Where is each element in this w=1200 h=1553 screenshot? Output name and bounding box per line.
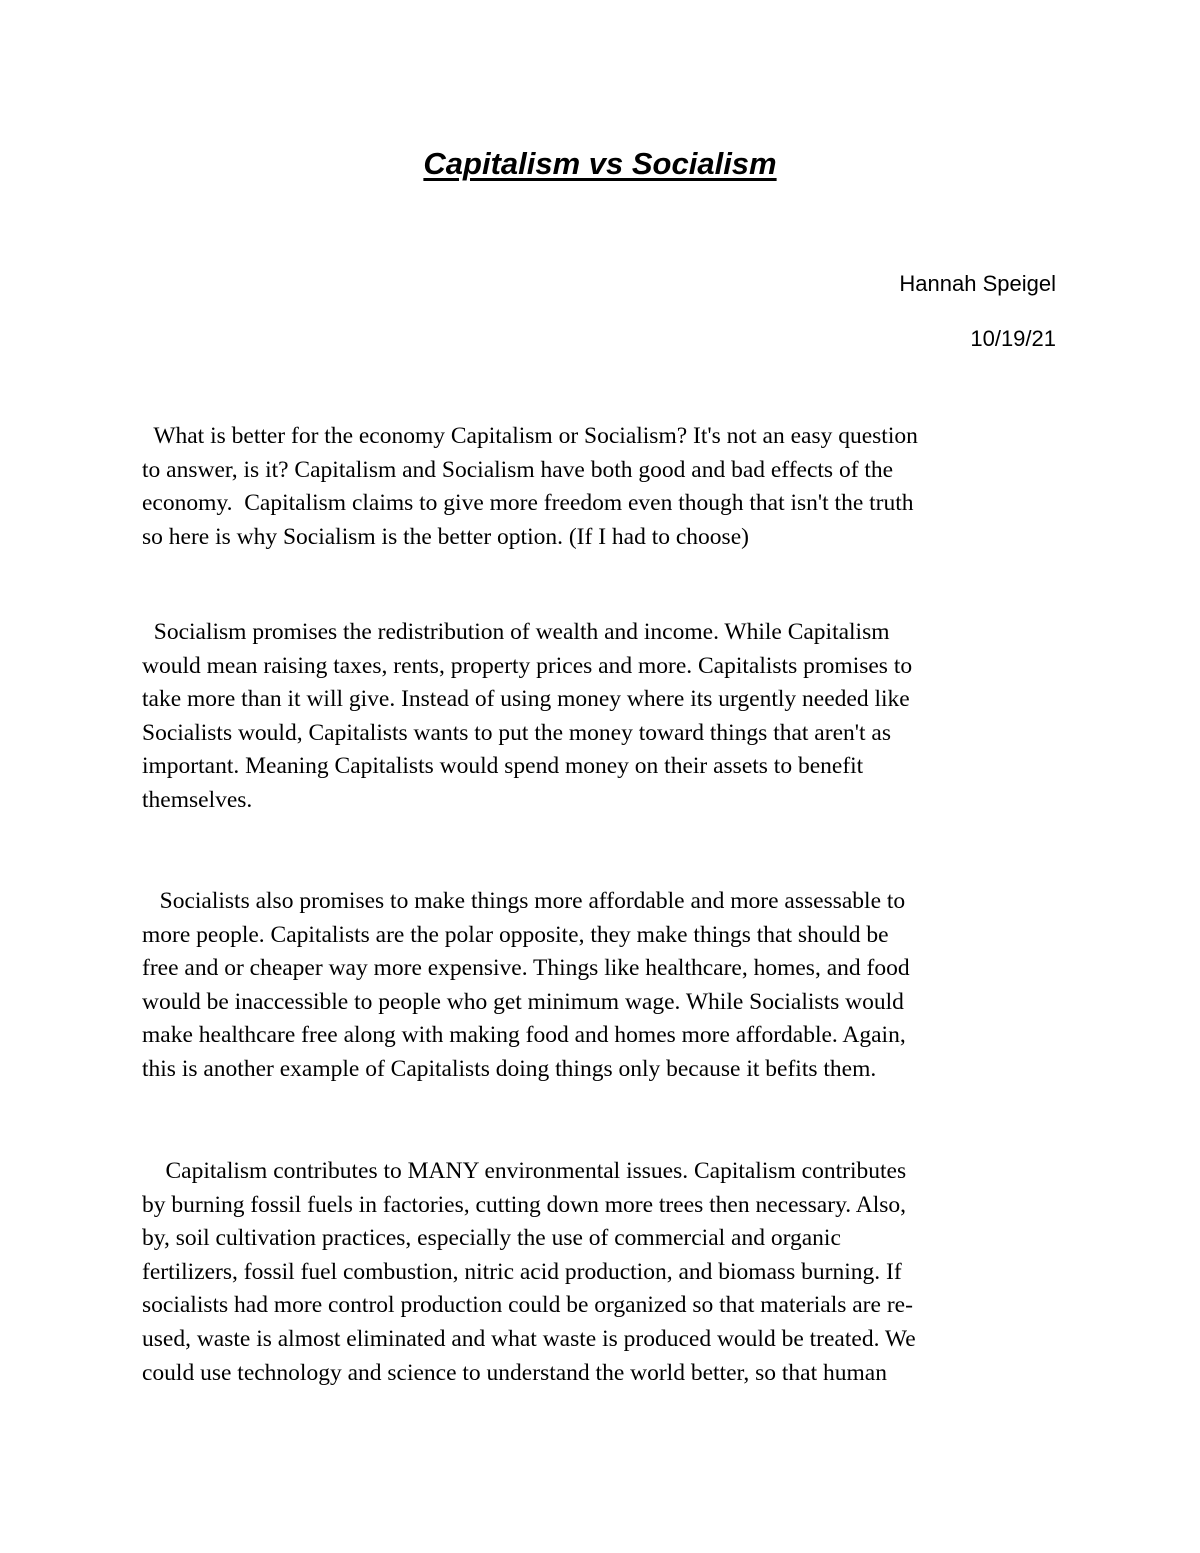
- author-name: Hannah Speigel: [899, 271, 1056, 296]
- paragraph-line: themselves.: [142, 786, 253, 813]
- paragraph-line: this is another example of Capitalists doing things only because it befits them.: [142, 1055, 877, 1082]
- paragraph-line: by burning fossil fuels in factories, cutting down more trees then necessary. Also,: [142, 1191, 907, 1218]
- paragraph-line: economy. Capitalism claims to give more freedom even though that isn't the truth: [142, 490, 914, 517]
- paragraph-line: so here is why Socialism is the better option. (If I had to choose): [142, 523, 749, 550]
- paragraph-line: by, soil cultivation practices, especially the use of commercial and organic: [142, 1225, 841, 1252]
- paragraph-affordability: [142, 885, 1062, 1087]
- paragraph-intro: [142, 420, 1062, 554]
- paragraph-line: socialists had more control production could be organized so that materials are re-: [142, 1292, 913, 1319]
- paragraph-line: take more than it will give. Instead of using money where its urgently needed like: [142, 686, 910, 713]
- paragraph-line: What is better for the economy Capitalism or Socialism? It's not an easy question: [142, 423, 918, 449]
- paragraph-line: would mean raising taxes, rents, property prices and more. Capitalists promises to: [142, 652, 913, 679]
- paragraph-line: Capitalism contributes to MANY environmental issues. Capitalism contributes: [142, 1158, 907, 1184]
- paragraph-line: fertilizers, fossil fuel combustion, nitric acid production, and biomass burning. If: [142, 1258, 902, 1285]
- paragraph-line: make healthcare free along with making food and homes more affordable. Again,: [142, 1022, 906, 1049]
- paragraph-redistribution: [142, 616, 1062, 818]
- paragraph-line: Socialists would, Capitalists wants to put the money toward things that aren't as: [142, 719, 891, 746]
- paragraph-line: Socialism promises the redistribution of wealth and income. While Capitalism: [142, 619, 890, 645]
- paragraph-line: Socialists also promises to make things more affordable and more assessable to: [142, 888, 906, 914]
- document-date: 10/19/21: [970, 326, 1056, 351]
- paragraph-line: would be inaccessible to people who get minimum wage. While Socialists would: [142, 988, 904, 1015]
- paragraph-line: free and or cheaper way more expensive. Things like healthcare, homes, and food: [142, 955, 910, 982]
- paragraph-line: used, waste is almost eliminated and what waste is produced would be treated. We: [142, 1325, 916, 1352]
- paragraph-line: to answer, is it? Capitalism and Socialism have both good and bad effects of the: [142, 456, 894, 483]
- paragraph-environment: [142, 1155, 1062, 1390]
- paragraph-line: could use technology and science to understand the world better, so that human: [142, 1359, 887, 1386]
- paragraph-line: more people. Capitalists are the polar opposite, they make things that should be: [142, 921, 889, 948]
- paragraph-line: important. Meaning Capitalists would spend money on their assets to benefit: [142, 753, 864, 780]
- document-title: Capitalism vs Socialism: [423, 146, 777, 181]
